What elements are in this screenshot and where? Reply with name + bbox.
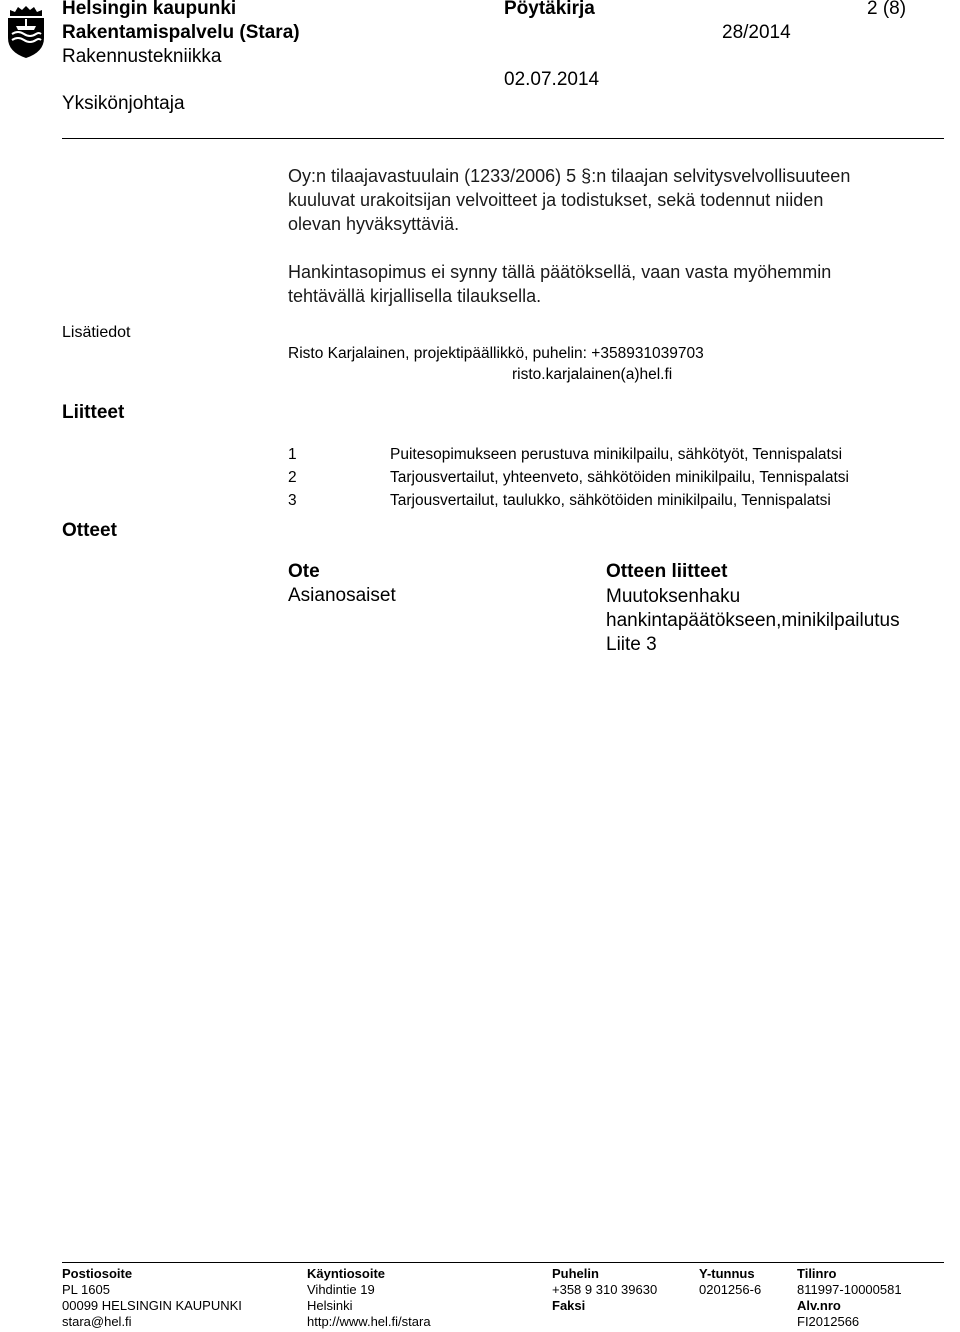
paragraph-2 bbox=[288, 260, 831, 308]
header-divider bbox=[62, 138, 944, 139]
record-number: 28/2014 bbox=[722, 22, 791, 43]
list-item: Muutoksenhaku bbox=[606, 586, 741, 607]
otteen-liitteet-list bbox=[606, 585, 900, 657]
footer-line: +358 9 310 39630 bbox=[552, 1282, 658, 1297]
footer-visiting bbox=[307, 1266, 431, 1330]
footer-line: http://www.hel.fi/stara bbox=[307, 1314, 431, 1329]
contact-line: Risto Karjalainen, projektipäällikkö, puhelin: +358931039703 bbox=[288, 345, 704, 362]
decision-maker-role: Yksikönjohtaja bbox=[62, 93, 185, 114]
ote-recipient: Asianosaiset bbox=[288, 585, 396, 606]
lisatiedot-label: Lisätiedot bbox=[62, 324, 131, 341]
list-item: hankintapäätökseen,minikilpailutus bbox=[606, 610, 900, 631]
otteen-liitteet-header: Otteen liitteet bbox=[606, 561, 728, 582]
footer-line: Vihdintie 19 bbox=[307, 1282, 375, 1297]
footer-subheader: Alv.nro bbox=[797, 1298, 841, 1313]
paragraph-1 bbox=[288, 164, 850, 236]
list-item bbox=[288, 466, 849, 489]
ote-header: Ote bbox=[288, 561, 320, 582]
paragraph-1-line: olevan hyväksyttäviä. bbox=[288, 214, 460, 234]
footer-header: Postiosoite bbox=[62, 1266, 133, 1281]
attachment-number: 3 bbox=[288, 492, 297, 509]
footer-business-id bbox=[699, 1266, 761, 1298]
footer-header: Puhelin bbox=[552, 1266, 599, 1281]
attachment-number: 1 bbox=[288, 446, 297, 463]
footer-line: Helsinki bbox=[307, 1298, 353, 1313]
otteet-label: Otteet bbox=[62, 520, 117, 541]
doc-type: Pöytäkirja bbox=[504, 0, 595, 19]
footer-line: 00099 HELSINGIN KAUPUNKI bbox=[62, 1298, 242, 1313]
attachment-title: Puitesopimukseen perustuva minikilpailu, sähkötyöt, Tennispalatsi bbox=[390, 446, 843, 463]
footer-line: stara@hel.fi bbox=[62, 1314, 132, 1329]
footer-phone bbox=[552, 1266, 657, 1314]
footer-line: PL 1605 bbox=[62, 1282, 110, 1297]
helsinki-crest-logo bbox=[4, 4, 48, 60]
list-item bbox=[288, 489, 849, 512]
attachment-number: 2 bbox=[288, 469, 297, 486]
footer-account bbox=[797, 1266, 902, 1330]
attachment-title: Tarjousvertailut, yhteenveto, sähkötöiden minikilpailu, Tennispalatsi bbox=[390, 469, 849, 486]
meeting-date: 02.07.2014 bbox=[504, 69, 600, 90]
footer-header: Käyntiosoite bbox=[307, 1266, 386, 1281]
footer-line: 0201256-6 bbox=[699, 1282, 762, 1297]
paragraph-1-line: kuuluvat urakoitsijan velvoitteet ja todistukset, sekä todennut niiden bbox=[288, 190, 824, 210]
unit-name: Rakennustekniikka bbox=[62, 46, 222, 67]
footer-postal bbox=[62, 1266, 242, 1330]
attachment-list bbox=[288, 443, 849, 512]
footer-line: 811997-10000581 bbox=[797, 1282, 902, 1297]
footer-line: FI2012566 bbox=[797, 1314, 860, 1329]
department-name: Rakentamispalvelu (Stara) bbox=[62, 22, 300, 43]
list-item: Liite 3 bbox=[606, 634, 657, 655]
list-item bbox=[288, 443, 849, 466]
footer-header: Y-tunnus bbox=[699, 1266, 755, 1281]
paragraph-2-line: Hankintasopimus ei synny tällä päätöksellä, vaan vasta myöhemmin bbox=[288, 262, 832, 282]
footer-header: Tilinro bbox=[797, 1266, 837, 1281]
page-number: 2 (8) bbox=[867, 0, 907, 19]
attachment-title: Tarjousvertailut, taulukko, sähkötöiden minikilpailu, Tennispalatsi bbox=[390, 492, 831, 509]
liitteet-label: Liitteet bbox=[62, 402, 125, 423]
paragraph-1-line: Oy:n tilaajavastuulain (1233/2006) 5 §:n tilaajan selvitysvelvollisuuteen bbox=[288, 166, 851, 186]
paragraph-2-line: tehtävällä kirjallisella tilauksella. bbox=[288, 286, 542, 306]
footer-subheader: Faksi bbox=[552, 1298, 586, 1313]
org-name: Helsingin kaupunki bbox=[62, 0, 237, 19]
contact-email: risto.karjalainen(a)hel.fi bbox=[512, 366, 673, 383]
footer-divider bbox=[62, 1262, 944, 1263]
